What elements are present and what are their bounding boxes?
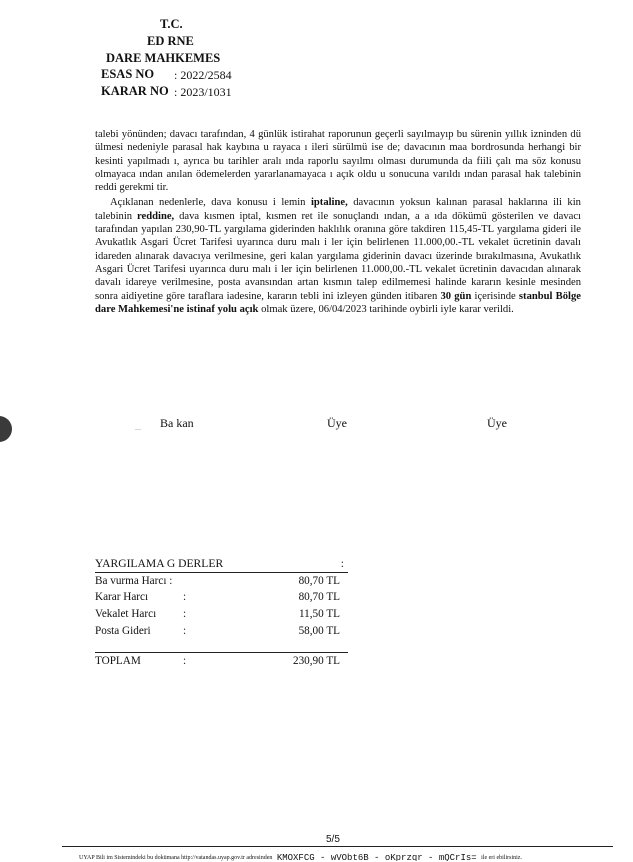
header-city: ED RNE bbox=[147, 34, 194, 48]
footer-suffix: ile eri ebilirsiniz. bbox=[481, 854, 522, 861]
expense-amount: 80,70 TL bbox=[298, 591, 340, 603]
expense-colon: : bbox=[183, 625, 187, 637]
verdict-istinaf: stanbul Bölge dare Mahkemesi'ne istinaf yolu açık bbox=[95, 290, 581, 315]
expense-label: Posta Gideri bbox=[95, 625, 151, 637]
expense-row bbox=[95, 575, 348, 591]
decision-body bbox=[95, 128, 581, 316]
esas-no-value: : 2022/2584 bbox=[174, 68, 232, 82]
verdict-30-gun: 30 gün bbox=[440, 290, 472, 302]
expenses-title-colon: : bbox=[340, 557, 344, 570]
expense-total-amount: 230,90 TL bbox=[292, 655, 340, 667]
expense-total-colon: : bbox=[183, 655, 187, 667]
verdict-text-c: davacının yoksun kalınan parasal haklarına ili kin talebinin bbox=[95, 197, 581, 222]
signature-member-1: Üye bbox=[327, 416, 347, 430]
esas-no-label: ESAS NO bbox=[101, 67, 155, 81]
side-bullet-dot bbox=[0, 416, 12, 442]
expense-amount: 80,70 TL bbox=[298, 575, 340, 587]
expenses-title: YARGILAMA G DERLER bbox=[95, 557, 224, 570]
expense-colon: : bbox=[183, 591, 187, 603]
expense-amount: 11,50 TL bbox=[298, 608, 340, 620]
footer-notice: UYAP Bili im Sistemindeki bu dokümana http://vatandas.uyap.gov.tr adresinden bbox=[79, 854, 273, 861]
expenses-total-rule bbox=[95, 652, 348, 653]
expense-label: Karar Harcı bbox=[95, 591, 149, 603]
paragraph-reasoning: talebi yönünden; davacı tarafından, 4 günlük istirahat raporunun geçerli sayılmayıp bu sürenin yıllık izninden dü ülmesi nedeniyle parasal hak kaybına u rayaca ı ileri sürülmü ise de; davacının maa bordrosunda herhangi bir kesinti yapılmadı ı, ayrıca bu tarihler aralı ında raporlu sayılmı olması durumunda da fiili çalı ma söz konusu olmayaca ından anılan ödemelerden yararlanamayaca ı açık oldu u sonucuna varıldı ından parasal hak talebinin reddi gerekmi tir. bbox=[95, 129, 581, 194]
signature-mark: _ bbox=[135, 417, 141, 431]
expense-total-row bbox=[95, 655, 348, 671]
expense-label: Ba vurma Harcı : bbox=[95, 575, 173, 587]
karar-no-value: : 2023/1031 bbox=[174, 85, 232, 99]
expenses-title-row bbox=[95, 557, 348, 573]
verdict-text-e: dava kısmen iptal, kısmen ret ile sonuçlandı ından, a a ıda dökümü gösterilen ve davacı tarafından yapılan 230,90-TL yargılama giderinden haklılık oranına göre takdiren 115,45-TL yargılama gideri ile Avukatlık Asgari Ücret Tarifesi uyarınca duru malı i ler için belirlenen 11.000,00.-TL vekalet ücretinin davalı idareden alınarak davacıya verilmesine, geri kalan yargılama giderinin davacı üzerinde bırakılmasına, Avukatlık Asgari Ücret Tarifesi uyarınca duru malı i ler için belirlenen 11.000,00.-TL vekalet ücretinin davacıdan alınarak davalı idareye verilmesine, posta avansından artan kısmın talep edilmemesi halinde kararın kesinle mesinden sonra aidiyetine göre taraflara iadesine, kararın tebli ini izleyen günden itibaren bbox=[95, 210, 581, 302]
page-number: 5/5 bbox=[326, 834, 340, 845]
header-tc: T.C. bbox=[160, 17, 183, 31]
expense-colon: : bbox=[183, 608, 187, 620]
expense-amount: 58,00 TL bbox=[298, 625, 340, 637]
signature-member-2: Üye bbox=[487, 416, 507, 430]
verdict-iptal: iptaline, bbox=[310, 197, 348, 209]
expense-row bbox=[95, 591, 348, 607]
signature-president: Ba kan bbox=[160, 416, 194, 430]
verdict-red: reddine, bbox=[137, 210, 175, 222]
verdict-text-a: Açıklanan nedenlerle, dava konusu i lemin bbox=[110, 197, 311, 209]
paragraph-verdict bbox=[95, 196, 581, 316]
karar-no-label: KARAR NO bbox=[101, 84, 169, 98]
expense-label: Vekalet Harcı bbox=[95, 608, 157, 620]
header-court: DARE MAHKEMES bbox=[106, 51, 221, 65]
verdict-text-g: içerisinde bbox=[471, 290, 519, 302]
expense-row bbox=[95, 608, 348, 624]
expenses-title-rule bbox=[95, 572, 348, 573]
expense-total-label: TOPLAM bbox=[95, 655, 141, 667]
footer-line bbox=[79, 849, 614, 861]
footer-rule bbox=[62, 846, 613, 847]
footer-verification-code: KMOXFCG - wVObt6B - oKprzqr - mQCrIs= bbox=[276, 852, 477, 861]
verdict-text-i: olmak üzere, 06/04/2023 tarihinde oybirli iyle karar verildi. bbox=[258, 303, 514, 315]
expense-row bbox=[95, 625, 348, 641]
